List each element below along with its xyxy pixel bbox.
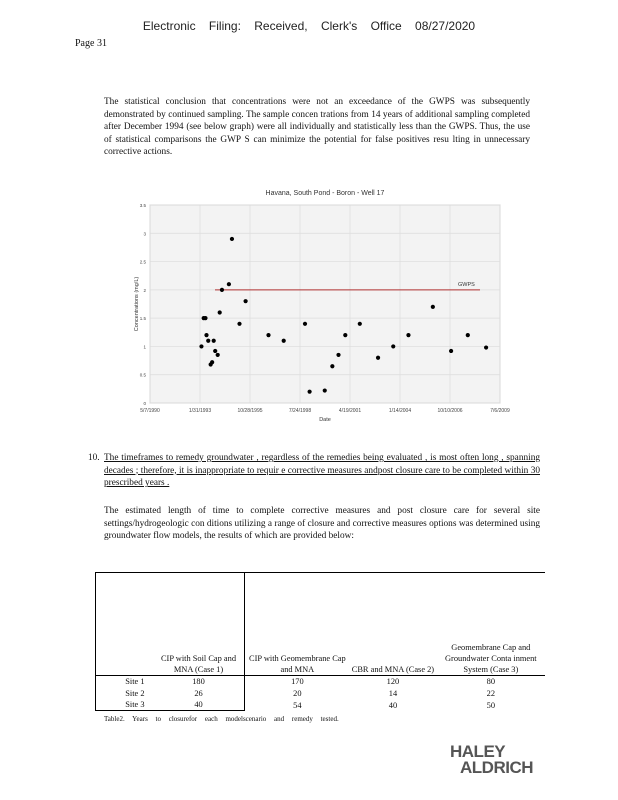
y-tick-label: 0.5 [139,372,146,378]
data-point [323,388,327,392]
y-tick-label: 2 [143,287,146,293]
data-point [216,353,220,357]
table-header-cell [96,573,153,676]
x-tick-label: 1/14/2004 [388,408,412,414]
filing-stamp: Electronic Filing: Received, Clerk's Office 08/27/2020 [142,19,476,33]
x-tick-label: 10/10/2006 [437,408,463,414]
x-axis-label: Date [319,417,331,423]
list-item-10 [88,452,540,490]
table-cell: 40 [153,699,245,711]
data-point [220,288,224,292]
intro-paragraph: The statistical conclusion that concentrations were not an exceedance of the GWPS was subsequently demonstrated by continued sampling. The sample concen trations from 14 years of additional sampling completed after December 1994 (see below graph) were all individually and statistically less than the GWPS. Thus, the use of statistical comparisons the GWP S can minimize the potential for false positives resu lting in unnecessary corrective actions. [104,97,530,158]
table-cell: 14 [388,688,398,698]
data-point [218,310,222,314]
table-cell: 80 [486,677,495,687]
data-point [343,333,347,337]
x-tick-label: 7/24/1998 [288,408,312,414]
x-tick-label: 4/19/2001 [338,408,362,414]
x-tick-label: 10/28/1995 [237,408,263,414]
data-point [308,390,312,394]
haley-aldrich-logo [450,744,533,776]
data-point [449,349,453,353]
table-cell: 20 [293,688,302,698]
data-point [203,316,207,320]
page-number: Page 31 [75,38,107,49]
data-point [282,339,286,343]
data-point [266,333,270,337]
table-cell: 120 [386,677,400,687]
data-point [199,344,203,348]
table-cell: Site 3 [96,699,153,711]
table-cell: 50 [486,700,495,710]
data-point [484,345,488,349]
table-header-row [96,573,546,676]
table-cell: 26 [153,687,245,698]
data-point [210,360,214,364]
list-item-number: 10. [88,453,100,463]
data-point [244,299,248,303]
y-tick-label: 1 [143,344,146,350]
table-cell: 54 [293,700,302,710]
table-cell: 22 [486,688,495,698]
data-point [213,349,217,353]
table-cell: Site 2 [96,687,153,698]
table-cell: 40 [388,700,398,710]
x-tick-label: 7/6/2009 [490,408,510,414]
data-point [230,237,234,241]
table-header-cell: CBR and MNA (Case 2) [349,573,436,676]
table-row [96,675,546,687]
data-point [204,333,208,337]
table-caption: Table2. Years to closurefor each modelscenario and remedy tested. [104,715,339,723]
table-row [96,699,546,711]
y-tick-label: 0 [143,401,146,406]
data-point [431,305,435,309]
data-point [336,353,340,357]
logo-line-1: HALEY [450,742,506,761]
data-point [227,282,231,286]
data-point [212,339,216,343]
y-axis-label: Concentrations (mg/L) [134,276,140,332]
data-point [206,339,210,343]
data-point [358,322,362,326]
data-point [391,344,395,348]
x-tick-label: 1/31/1993 [188,408,212,414]
closure-years-table [95,572,545,711]
data-point [466,333,470,337]
paragraph-3: The estimated length of time to complete corrective measures and post closure care for several site settings/hydrogeologic con ditions utilizing a range of closure and corrective measures options was determined using groundwater flow models, the results of which are provided below: [104,506,540,542]
table-header-cell: CIP with Geomembrane Cap and MNA [245,573,349,676]
table-cell: Site 1 [96,675,153,687]
y-tick-label: 2.5 [139,259,146,265]
list-item-text: The timeframes to remedy groundwater , regardless of the remedies being evaluated , is most often long , spanning decades ; therefore, it is inappropriate to requir e corrective measures andpost closure care to be completed within 30 prescribed years . [104,453,540,489]
table-cell: 180 [153,675,245,687]
x-tick-label: 5/7/1990 [140,408,160,414]
table-header-cell: Geomembrane Cap and Groundwater Conta inment System (Case 3) [437,573,545,676]
boron-concentration-chart [130,185,520,425]
data-point [406,333,410,337]
data-point [376,356,380,360]
table-cell: 170 [291,677,304,687]
y-tick-label: 3 [143,231,146,237]
y-tick-label: 3.5 [139,203,146,208]
data-point [330,364,334,368]
data-point [303,322,307,326]
table-row [96,687,546,698]
plot-area [150,205,500,403]
gwps-label: GWPS [458,281,475,288]
data-point [237,322,241,326]
table-header-cell: CIP with Soil Cap and MNA (Case 1) [153,573,245,676]
y-tick-label: 1.5 [139,316,146,322]
logo-line-2: ALDRICH [460,758,533,777]
chart-title: Havana, South Pond - Boron - Well 17 [265,190,385,197]
